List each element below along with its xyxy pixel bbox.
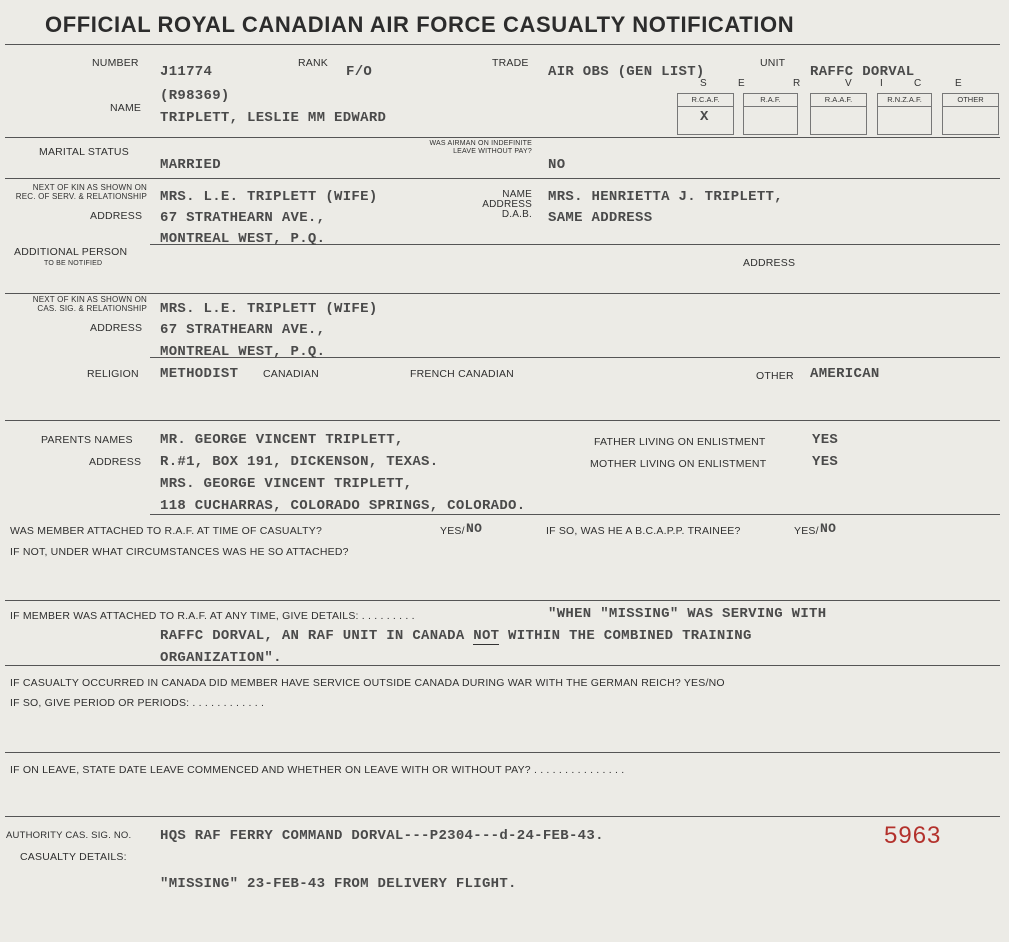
nok-cas-address-line2: MONTREAL WEST, P.Q. (160, 344, 326, 360)
service-letter: I (880, 78, 883, 89)
mother-living-label: MOTHER LIVING ON ENLISTMENT (590, 458, 767, 470)
mother-name-value: MRS. GEORGE VINCENT TRIPLETT, (160, 476, 413, 492)
name-value: TRIPLETT, LESLIE MM EDWARD (160, 110, 387, 126)
period-label: IF SO, GIVE PERIOD OR PERIODS: . . . . . . . . . . . . (10, 697, 265, 709)
rule-line (5, 752, 1000, 753)
authority-label: AUTHORITY CAS. SIG. NO. (6, 830, 132, 841)
service-letter: E (738, 78, 745, 89)
to-be-notified-label: TO BE NOTIFIED (44, 260, 103, 267)
service-box-header: OTHER (943, 94, 998, 107)
nok-cas-label-line: CAS. SIG. & RELATIONSHIP (37, 304, 147, 313)
service-letter: C (914, 78, 922, 89)
service-box-mark: X (700, 109, 709, 125)
mother-address-value: 118 CUCHARRAS, COLORADO SPRINGS, COLORADO. (160, 498, 526, 514)
mother-living-value: YES (812, 454, 839, 470)
unit-value: RAFFC DORVAL (810, 64, 915, 80)
religion-value: METHODIST (160, 366, 239, 382)
details-line2 (160, 628, 752, 644)
unit-label: UNIT (760, 57, 786, 69)
attached-any-time-label: IF MEMBER WAS ATTACHED TO R.A.F. AT ANY TIME, GIVE DETAILS: . . . . . . . . . (10, 610, 415, 622)
indefinite-leave-label (380, 140, 532, 156)
father-living-value: YES (812, 432, 839, 448)
rule-line (5, 293, 1000, 294)
stamp-number: 5963 (884, 822, 942, 849)
service-box-raf (743, 93, 798, 135)
nok-cas-value: MRS. L.E. TRIPLETT (WIFE) (160, 301, 378, 317)
canadian-label: CANADIAN (263, 368, 319, 380)
service-letter: E (955, 78, 962, 89)
trade-label: TRADE (492, 57, 529, 69)
other-label: OTHER (756, 370, 794, 382)
attached-yes-no-label: YES/ (440, 525, 465, 537)
additional-person-label: ADDITIONAL PERSON (14, 246, 128, 258)
indefinite-leave-label-line: LEAVE WITHOUT PAY? (453, 148, 532, 155)
rule-line (150, 514, 1000, 515)
details-line1: "WHEN "MISSING" WAS SERVING WITH (548, 606, 827, 622)
french-canadian-label: FRENCH CANADIAN (410, 368, 514, 380)
service-letter: S (700, 78, 707, 89)
address-label: ADDRESS (90, 210, 143, 222)
marital-status-value: MARRIED (160, 157, 221, 173)
bcatp-answer-value: NO (820, 521, 837, 536)
indefinite-leave-label-line: WAS AIRMAN ON INDEFINITE (429, 140, 532, 147)
indefinite-leave-value: NO (548, 157, 566, 173)
service-box-header: R.A.F. (744, 94, 797, 107)
dab-address-label: ADDRESS (482, 199, 532, 210)
parents-address-label: ADDRESS (89, 456, 142, 468)
other-nationality-value: AMERICAN (810, 366, 880, 382)
bcatp-yes-no-label: YES/ (794, 525, 819, 537)
on-leave-label: IF ON LEAVE, STATE DATE LEAVE COMMENCED AND WHETHER ON LEAVE WITH OR WITHOUT PAY? . . . . . . . . . . . . . . . (10, 764, 625, 776)
trade-value: AIR OBS (GEN LIST) (548, 64, 705, 80)
parents-names-label: PARENTS NAMES (41, 434, 133, 446)
dab-name-label: NAME (502, 189, 532, 200)
rule-line (5, 600, 1000, 601)
rule-line (5, 665, 1000, 666)
details-line2-start: RAFFC DORVAL, AN RAF UNIT IN CANADA (160, 628, 474, 644)
rule-line (5, 816, 1000, 817)
rank-value: F/O (346, 64, 373, 80)
nok-cas-address-line1: 67 STRATHEARN AVE., (160, 322, 326, 338)
authority-value: HQS RAF FERRY COMMAND DORVAL---P2304---d-24-FEB-43. (160, 828, 604, 844)
number-label: NUMBER (92, 57, 139, 69)
rank-label: RANK (298, 57, 328, 69)
nok-rec-address-line2: MONTREAL WEST, P.Q. (160, 231, 326, 247)
dab-name-value: MRS. HENRIETTA J. TRIPLETT, (548, 189, 783, 205)
marital-status-label: MARITAL STATUS (39, 146, 129, 158)
rule-line (5, 44, 1000, 45)
service-box-other (942, 93, 999, 135)
details-line3: ORGANIZATION". (160, 650, 282, 666)
dab-label (440, 190, 532, 220)
bcatp-label: IF SO, WAS HE A B.C.A.P.P. TRAINEE? (546, 525, 741, 537)
nok-cas-label-line: NEXT OF KIN AS SHOWN ON (32, 295, 147, 304)
nok-rec-value: MRS. L.E. TRIPLETT (WIFE) (160, 189, 378, 205)
casualty-details-value: "MISSING" 23-FEB-43 FROM DELIVERY FLIGHT. (160, 876, 517, 892)
rule-line (5, 137, 1000, 138)
rule-line (5, 178, 1000, 179)
attached-answer-value: NO (466, 521, 483, 536)
number-value: J11774 (160, 64, 213, 80)
nok-rec-label-line: NEXT OF KIN AS SHOWN ON (32, 183, 147, 192)
details-line2-underlined: NOT (473, 628, 500, 644)
nok-rec-label-line: REC. OF SERV. & RELATIONSHIP (15, 192, 147, 201)
nok-cas-label (0, 295, 147, 313)
father-name-value: MR. GEORGE VINCENT TRIPLETT, (160, 432, 404, 448)
dab-address-value: SAME ADDRESS (548, 210, 653, 226)
name-label: NAME (110, 102, 142, 114)
details-line2-end: WITHIN THE COMBINED TRAINING (499, 628, 752, 644)
address-label: ADDRESS (90, 322, 143, 334)
outside-canada-label: IF CASUALTY OCCURRED IN CANADA DID MEMBER HAVE SERVICE OUTSIDE CANADA DURING WAR WITH THE GERMAN REICH? YES/NO (10, 677, 725, 689)
father-living-label: FATHER LIVING ON ENLISTMENT (594, 436, 766, 448)
service-letter: R (793, 78, 801, 89)
additional-address-label: ADDRESS (743, 257, 796, 269)
dab-label-text: D.A.B. (501, 209, 532, 220)
religion-label: RELIGION (87, 368, 139, 380)
rule-line (5, 420, 1000, 421)
alternate-number-value: (R98369) (160, 88, 230, 104)
attached-raf-label: WAS MEMBER ATTACHED TO R.A.F. AT TIME OF CASUALTY? (10, 525, 323, 537)
service-box-raaf (810, 93, 867, 135)
casualty-details-label: CASUALTY DETAILS: (20, 851, 127, 863)
nok-rec-label (0, 183, 147, 201)
nok-rec-address-line1: 67 STRATHEARN AVE., (160, 210, 326, 226)
service-box-header: R.A.A.F. (811, 94, 866, 107)
service-box-rcaf (677, 93, 734, 135)
if-not-label: IF NOT, UNDER WHAT CIRCUMSTANCES WAS HE SO ATTACHED? (10, 546, 349, 558)
father-address-value: R.#1, BOX 191, DICKENSON, TEXAS. (160, 454, 439, 470)
service-box-header: R.N.Z.A.F. (878, 94, 931, 107)
form-title: OFFICIAL ROYAL CANADIAN AIR FORCE CASUALTY NOTIFICATION (45, 12, 795, 37)
service-box-header: R.C.A.F. (678, 94, 733, 107)
service-letter: V (845, 78, 852, 89)
service-box-rnzaf (877, 93, 932, 135)
